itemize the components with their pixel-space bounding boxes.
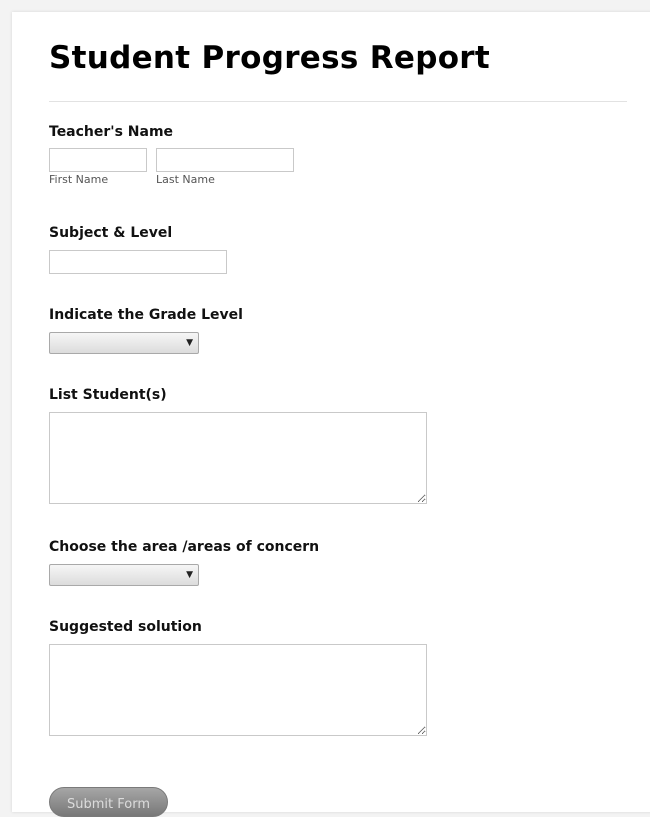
teacher-name-label: Teacher's Name (49, 124, 174, 140)
page-title: Student Progress Report (49, 40, 491, 76)
last-name-sublabel: Last Name (156, 173, 215, 186)
areas-of-concern-label: Choose the area /areas of concern (49, 539, 320, 555)
chevron-down-icon: ▼ (186, 570, 193, 580)
subject-level-input[interactable] (49, 250, 227, 274)
suggested-solution-textarea[interactable] (49, 644, 427, 736)
suggested-solution-label: Suggested solution (49, 619, 202, 635)
first-name-input[interactable] (49, 148, 147, 172)
submit-form-button[interactable]: Submit Form (49, 787, 168, 817)
subject-level-label: Subject & Level (49, 225, 173, 241)
list-students-textarea[interactable] (49, 412, 427, 504)
grade-level-label: Indicate the Grade Level (49, 307, 243, 323)
chevron-down-icon: ▼ (186, 338, 193, 348)
areas-of-concern-select[interactable] (49, 564, 199, 586)
form-card (12, 12, 650, 812)
title-divider (49, 101, 627, 102)
grade-level-select[interactable] (49, 332, 199, 354)
list-students-label: List Student(s) (49, 387, 167, 403)
last-name-input[interactable] (156, 148, 294, 172)
first-name-sublabel: First Name (49, 173, 109, 186)
